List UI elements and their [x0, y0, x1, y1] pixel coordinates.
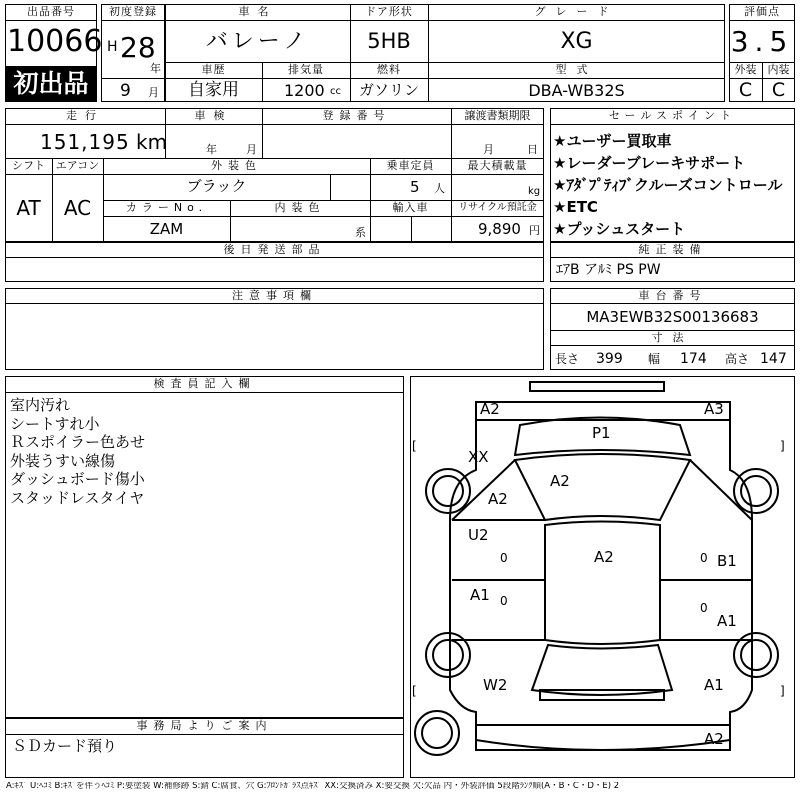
rear-glass-shape [532, 645, 672, 695]
lot-label: 出品番号 [27, 5, 75, 18]
mileage: 151,195 [40, 130, 130, 154]
displacement-unit: cc [330, 86, 341, 97]
width: 174 [680, 351, 707, 367]
car-name-label: 車名 [238, 5, 277, 18]
first-listing-badge: 初出品 [6, 66, 96, 101]
lot-number: 10066 [7, 24, 103, 59]
recycle-label: リサイクル預託金 [458, 202, 537, 213]
interior-grade: C [771, 79, 786, 101]
bracket-fr: ] [780, 439, 785, 453]
capacity-label: 乗車定員 [386, 159, 435, 172]
mark-rear-door-left: A1 [470, 586, 490, 604]
bracket-rl: [ [412, 684, 417, 698]
inspector-note-line: 外装うすい線傷 [10, 451, 116, 470]
inspector-label: 検査員記入欄 [153, 377, 256, 390]
width-label: 幅 [648, 352, 661, 366]
history: 自家用 [188, 80, 239, 100]
sales-point-item: ★レーダーブレーキサポート [553, 154, 746, 172]
front-bumper-shape [530, 382, 664, 391]
sales-point-item: ★ユーザー買取車 [553, 132, 672, 150]
mark-zero-b: 0 [500, 594, 508, 608]
height: 147 [760, 351, 787, 367]
equipment-label: 純正装備 [638, 243, 707, 256]
interior-label: 内装 [767, 63, 790, 76]
ext-color: ブラック [186, 177, 247, 195]
transfer-label: 譲渡書類期限 [464, 109, 531, 122]
color-no: ZAM [149, 220, 184, 238]
mark-hood: A2 [550, 472, 570, 490]
height-label: 高さ [725, 352, 750, 366]
exterior-grade: C [738, 79, 753, 101]
insp-year-unit: 年 [206, 143, 217, 156]
mark-rear-door-right: B1 [717, 552, 737, 570]
shift-label: シフト [12, 159, 45, 172]
later-parts-label: 後日発送部品 [223, 243, 326, 256]
mark-roof: A2 [594, 548, 614, 566]
mileage-unit: km [136, 130, 168, 154]
capacity-unit: 人 [434, 182, 445, 195]
era: H [107, 39, 118, 55]
recycle: 9,890 [478, 220, 521, 238]
bracket-fl: [ [412, 439, 417, 453]
legend: A:ｷｽﾞ U:ﾍｺﾐ B:ｷｽﾞを伴うﾍｺﾐ P:要塗装 W:補修跡 S:錆 C:腐食、穴 G:ﾌﾛﾝﾄｶﾞﾗｽ点ｷｽﾞ XX:交換済み X:要交換 欠:欠品 内・外装評価 5段階ﾗﾝｸ順(A・B・C・D・E) 2 [6, 782, 620, 791]
model: DBA-WB32S [528, 81, 625, 100]
car-name: バレーノ [205, 29, 310, 54]
mileage-label: 走行 [66, 109, 104, 122]
mark-zero-c: 0 [700, 551, 708, 565]
reg-year: 28 [120, 31, 156, 64]
shift: AT [16, 196, 41, 220]
mark-front-left: A2 [480, 400, 500, 418]
ac: AC [63, 196, 92, 220]
length: 399 [596, 351, 623, 367]
int-color-suffix: 系 [355, 226, 366, 239]
transfer-month-unit: 月 [483, 143, 494, 156]
door-label: ドア形状 [365, 5, 413, 18]
sales-points-list [553, 130, 793, 240]
mark-front-right: A3 [704, 400, 724, 418]
bracket-rr: ] [780, 684, 785, 698]
inspector-note-line: シートすれ小 [10, 414, 100, 433]
month-unit: 月 [148, 86, 159, 99]
model-label: 型式 [555, 63, 598, 76]
import-label: 輸入車 [392, 201, 429, 214]
chassis-label: 車台番号 [638, 289, 707, 302]
recycle-unit: 円 [529, 224, 540, 237]
mark-rear-right: A1 [704, 676, 724, 694]
fuel-label: 燃料 [377, 63, 401, 76]
sales-point-item: ★ETC [553, 198, 598, 216]
grade: XG [560, 29, 593, 54]
mark-front-fender-left: XX [468, 448, 489, 466]
inspector-notes [10, 396, 145, 507]
inspector-note-line: Ｒスポイラー色あせ [10, 433, 146, 451]
mark-rear-bumper: A2 [704, 730, 724, 748]
ac-label: エアコン [55, 159, 100, 172]
mark-front-door-left-top: A2 [488, 490, 508, 508]
ext-color-label: 外装色 [211, 159, 262, 172]
dimensions-label: 寸法 [651, 331, 694, 344]
reg-month: 9 [120, 81, 131, 101]
mark-zero-d: 0 [700, 601, 708, 615]
roof-shape [545, 522, 660, 645]
inspector-note-line: ダッシュボード傷小 [10, 470, 145, 488]
sales-point-item: ★プッシュスタート [553, 220, 686, 238]
door-type: 5HB [367, 29, 411, 53]
first-reg-label: 初度登録 [109, 5, 157, 18]
exterior-label: 外装 [734, 63, 757, 76]
sales-point-item: ★ｱﾀﾞﾌﾟﾃｨﾌﾞクルーズコントロール [553, 176, 783, 194]
mark-rear-quarter-right: A1 [717, 612, 737, 630]
office-text: ＳＤカード預り [12, 737, 118, 755]
notes-label: 注意事項欄 [232, 289, 317, 302]
int-color-label: 内装色 [274, 201, 326, 214]
load-label: 最大積載量 [467, 159, 528, 172]
load-unit: kg [528, 186, 541, 197]
fuel: ガソリン [358, 81, 419, 99]
score-label: 評価点 [744, 5, 780, 18]
sales-points-label: セールスポイント [608, 109, 736, 122]
capacity: 5 [410, 178, 420, 196]
inspector-note-line: スタッドレスタイヤ [10, 488, 145, 507]
door-lines [452, 520, 752, 640]
chassis-number: MA3EWB32S00136683 [586, 308, 759, 326]
equipment: ｴｱB アﾙﾐ PS PW [556, 262, 661, 278]
mark-windshield: P1 [592, 424, 611, 442]
mark-rear-left: W2 [483, 676, 508, 694]
displacement-label: 排気量 [288, 63, 324, 76]
reg-no-label: 登録番号 [322, 109, 391, 122]
year-unit: 年 [150, 62, 161, 75]
inspector-note-line: 室内汚れ [10, 396, 71, 414]
color-no-label: カラーNo. [125, 201, 208, 214]
history-label: 車歴 [201, 63, 226, 76]
insp-month-unit: 月 [246, 143, 257, 156]
score: 3.5 [730, 25, 794, 58]
mark-zero-a: 0 [500, 551, 508, 565]
transfer-day-unit: 日 [527, 143, 538, 156]
specs-box [5, 108, 544, 242]
rear-bumper-shape [476, 725, 730, 750]
hood-shape [515, 454, 690, 520]
displacement: 1200 [284, 81, 325, 100]
car-diagram [410, 376, 795, 778]
length-label: 長さ [555, 352, 580, 366]
grade-label: グレード [534, 5, 619, 18]
mark-front-door-left: U2 [468, 526, 489, 544]
office-label: 事務局よりご案内 [136, 719, 273, 732]
inspection-label: 車検 [194, 109, 233, 122]
